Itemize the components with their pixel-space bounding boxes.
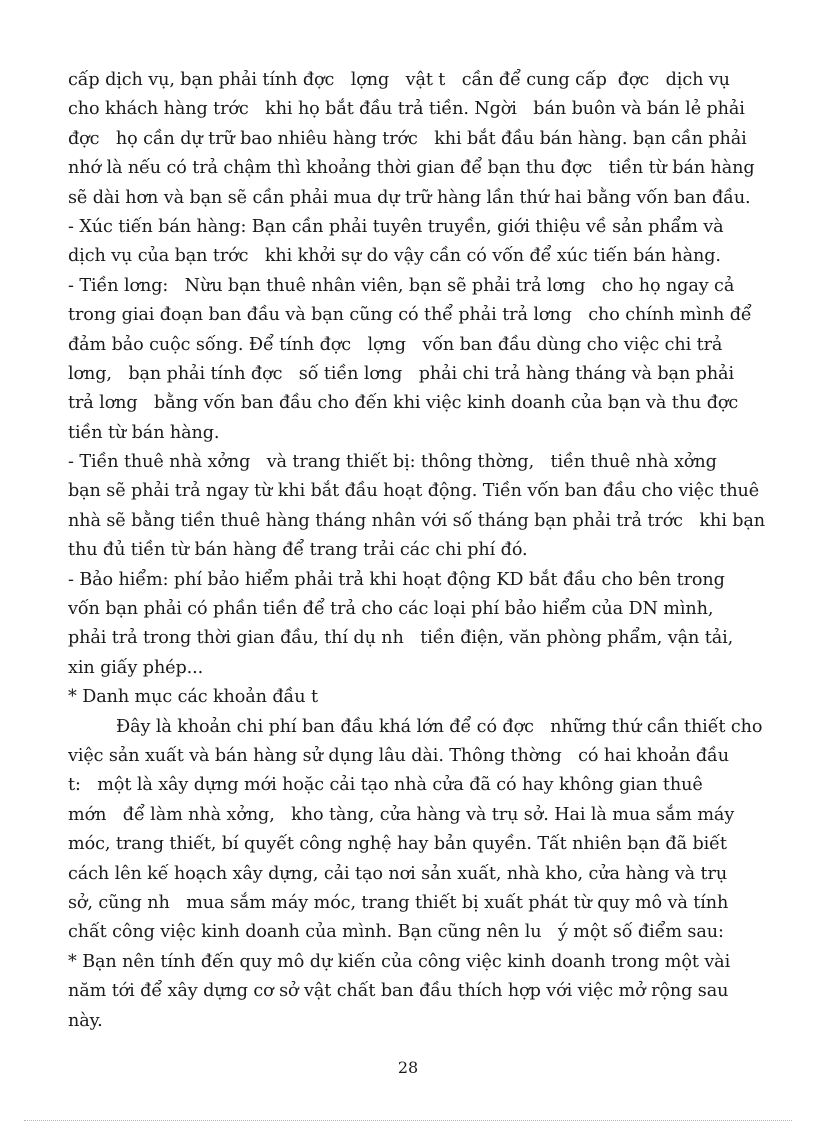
paragraph-first-line: Đây là khoản chi phí ban đầu khá lớn để có đợc những thứ cần thiết cho	[116, 716, 763, 737]
text-line: * Bạn nên tính đến quy mô dự kiến của công việc kinh doanh trong một vài	[68, 951, 731, 972]
text-line: cho khách hàng trớc khi họ bắt đầu trả tiền. Ngời bán buôn và bán lẻ phải	[68, 99, 745, 120]
text-line: chất công việc kinh doanh của mình. Bạn cũng nên lu ý một số điểm sau:	[68, 922, 724, 943]
text-line: cách lên kế hoạch xây dựng, cải tạo nơi sản xuất, nhà kho, cửa hàng và trụ	[68, 863, 728, 884]
text-line: - Tiền lơng: Nừu bạn thuê nhân viên, bạn sẽ phải trả lơng cho họ ngay cả	[68, 275, 735, 296]
text-line: thu đủ tiền từ bán hàng để trang trải các chi phí đó.	[68, 540, 528, 561]
text-line: phải trả trong thời gian đầu, thí dụ nh tiền điện, văn phòng phẩm, vận tải,	[68, 628, 734, 649]
text-line: sẽ dài hơn và bạn sẽ cần phải mua dự trữ hàng lần thứ hai bằng vốn ban đầu.	[68, 187, 751, 208]
text-line: đợc họ cần dự trữ bao nhiêu hàng trớc khi bắt đầu bán hàng. bạn cần phải	[68, 128, 747, 149]
text-line: trả lơng bằng vốn ban đầu cho đến khi việc kinh doanh của bạn và thu đợc	[68, 393, 739, 414]
text-line: cấp dịch vụ, bạn phải tính đợc lợng vật t cần để cung cấp đợc dịch vụ	[68, 70, 730, 90]
text-line: lơng, bạn phải tính đợc số tiền lơng phải chi trả hàng tháng và bạn phải	[68, 363, 734, 384]
text-line: nhớ là nếu có trả chậm thì khoảng thời gian để bạn thu đợc tiền từ bán hàng	[68, 158, 755, 179]
text-line: năm tới để xây dựng cơ sở vật chất ban đầu thích hợp với việc mở rộng sau	[68, 981, 729, 1002]
text-line: t: một là xây dựng mới hoặc cải tạo nhà cửa đã có hay không gian thuê	[68, 775, 703, 796]
section-heading: * Danh mục các khoản đầu t	[68, 687, 318, 708]
text-line: bạn sẽ phải trả ngay từ khi bắt đầu hoạt động. Tiền vốn ban đầu cho việc thuê	[68, 481, 760, 502]
text-line: xin giấy phép...	[68, 657, 204, 678]
text-line: nhà sẽ bằng tiền thuê hàng tháng nhân với số tháng bạn phải trả trớc khi bạn	[68, 510, 766, 531]
text-line: tiền từ bán hàng.	[68, 422, 220, 443]
page-bottom-divider	[24, 1120, 792, 1121]
text-line: đảm bảo cuộc sống. Để tính đợc lợng vốn ban đầu dùng cho việc chi trả	[68, 334, 723, 355]
text-line: - Xúc tiến bán hàng: Bạn cần phải tuyên truyền, giới thiệu về sản phẩm và	[68, 216, 724, 237]
body-text	[68, 66, 766, 1036]
text-line: việc sản xuất và bán hàng sử dụng lâu dài. Thông thờng có hai khoản đầu	[68, 745, 729, 766]
text-line: - Tiền thuê nhà xởng và trang thiết bị: thông thờng, tiền thuê nhà xởng	[68, 452, 717, 473]
text-line: trong giai đoạn ban đầu và bạn cũng có thể phải trả lơng cho chính mình để	[68, 305, 752, 326]
text-line: sở, cũng nh mua sắm máy móc, trang thiết bị xuất phát từ quy mô và tính	[68, 892, 729, 913]
text-line: dịch vụ của bạn trớc khi khởi sự do vậy cần có vốn để xúc tiến bán hàng.	[68, 246, 721, 267]
text-line: móc, trang thiết, bí quyết công nghệ hay bản quyền. Tất nhiên bạn đã biết	[68, 834, 727, 855]
text-line: mớn để làm nhà xởng, kho tàng, cửa hàng và trụ sở. Hai là mua sắm máy	[68, 804, 735, 825]
text-line: vốn bạn phải có phần tiền để trả cho các loại phí bảo hiểm của DN mình,	[68, 599, 714, 620]
page-number: 28	[397, 1058, 419, 1077]
text-line: - Bảo hiểm: phí bảo hiểm phải trả khi hoạt động KD bắt đầu cho bên trong	[68, 569, 725, 590]
text-line: này.	[68, 1010, 103, 1031]
